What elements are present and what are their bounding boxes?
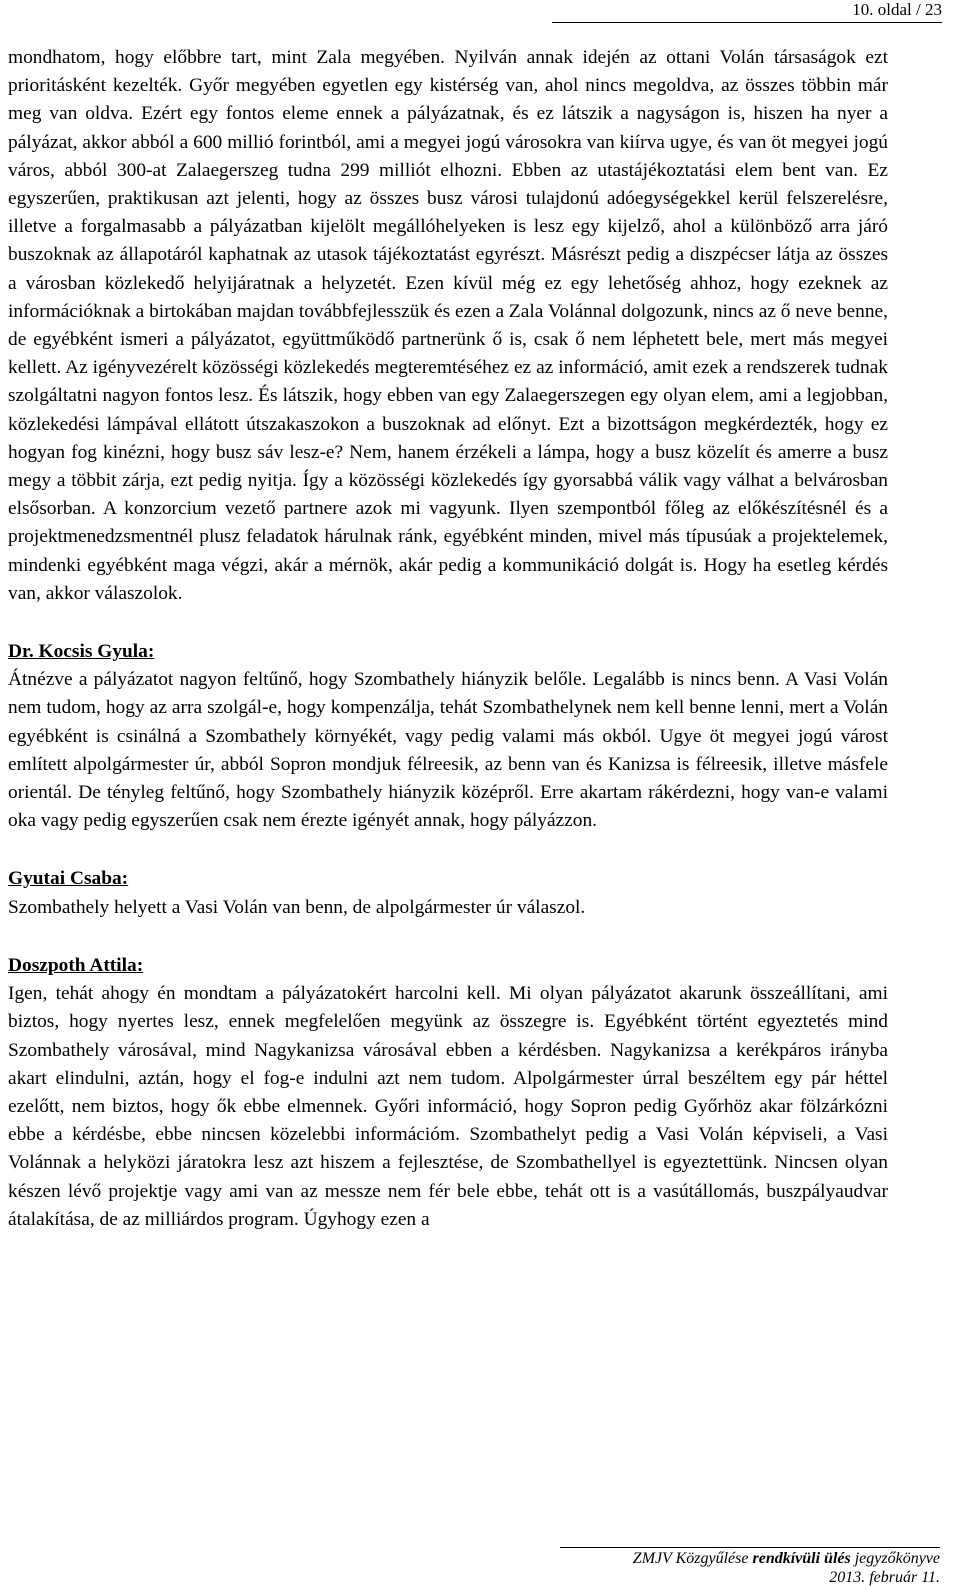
speaker-paragraph: Átnézve a pályázatot nagyon feltűnő, hogy Szombathely hiányzik belőle. Legalább is nincs benn. A Vasi Volán nem tudom, hogy az arra szolgál-e, hogy kompenzálja, tehát Szombathelynek nem kell benne lenni, mert a Volán egyébként is csinálná a Szombathely környékét, vagy pedig valami más okból. Ugye öt megyei jogú várost említett alpolgármester úr, abból Sopron mondjuk félreesik, az benn van és Kanizsa is félreesik, illetve másfele orientál. De tényleg feltűnő, hogy Szombathely hiányzik középről. Erre akartam rákérdezni, hogy van-e valami oka vagy pedig egyszerűen csak nem érezte igényét annak, hogy pályázzon. [8, 669, 888, 832]
document-body [8, 44, 888, 1234]
footer-title-bold: rendkívüli ülés [752, 1550, 851, 1567]
speaker-name: Gyutai Csaba: [8, 868, 129, 890]
speaker-paragraph: Szombathely helyett a Vasi Volán van benn, de alpolgármester úr válaszol. [8, 896, 586, 918]
footer-title: ZMJV Közgyűlése rendkívüli ülés jegyzőkönyve [632, 1550, 940, 1567]
footer-date: 2013. február 11. [829, 1569, 940, 1586]
speaker-paragraph: Igen, tehát ahogy én mondtam a pályázatokért harcolni kell. Mi olyan pályázatot akarunk összeállítani, ami biztos, hogy nyertes lesz, ennek megfelelően megyünk az összegre is. Egyébként történt egyeztetés mind Szombathely városával, mind Nagykanizsa városával ebben a kérdésben. Nagykanizsa a kerékpáros irányba akart elindulni, aztán, hogy el fog-e indulni azt nem tudom. Alpolgármester úrral beszéltem egy pár héttel ezelőtt, nem biztos, hogy ők ebbe elmennek. Győri információ, hogy Sopron pedig Győrhöz akar fölzárkózni ebbe a kérdésbe, ebbe nincsen közelebbi információm. Szombathelyt pedig a Vasi Volán képviseli, a Vasi Volánnak a helyközi járatokra lesz azt hiszem a fejlesztése, de Szombathellyel is egyeztettünk. Nincsen olyan készen lévő projektje vagy ami van az messze nem fér bele ebbe, tehát ott is a vasútállomás, buszpályaudvar átalakítása, de az milliárdos program. Úgyhogy ezen a [8, 983, 888, 1230]
paragraph-continuation: mondhatom, hogy előbbre tart, mint Zala megyében. Nyilván annak idején az ottani Volán társaságok ezt prioritásként kezelték. Győr megyében egyetlen egy kistérség van, ahol nincs megoldva, az összes többin már meg van oldva. Ezért egy fontos eleme ennek a pályázatnak, és ez látszik a nagyságon is, hiszen ha nyer a pályázat, akkor abból a 600 millió forintból, ami a megyei jogú városokra van kiírva ugye, és van öt megyei jogú város, abból 300-at Zalaegerszeg tudna 299 milliót elhozni. Ebben az utastájékoztatási elem bent van. Ez egyszerűen, praktikusan azt jelenti, hogy az összes busz városi tulajdonú adóegységekkel kerül felszerelésre, illetve a forgalmasabb a pályázatban kijelölt megállóhelyeken is lesz egy kijelző, ahol a különböző arra járó buszoknak az állapotáról kaphatnak az utasok tájékoztatást egyrészt. Másrészt pedig a diszpécser látja az összes a városban közlekedő helyijáratnak a helyzetét. Ezen kívül még ez egy lehetőség ahhoz, hogy ezeknek az információknak a birtokában majdan továbbfejlesszük és ezen a Zala Volánnal dolgozunk, nincs az ő neve benne, de egyébként ismeri a pályázatot, együttműködő partnerünk ő is, csak ő nem léphetett bele, mert más megyei kellett. Az igényvezérelt közösségi közlekedés megteremtéséhez ez az információ, amit ezek a rendszerek tudnak szolgáltatni nagyon fontos lesz. És látszik, hogy ebben van egy Zalaegerszegen egy olyan elem, ami a legjobban, közlekedési lámpával ellátott útszakaszokon a buszoknak ad előnyt. Ezt a bizottságon megkérdezték, hogy ez hogyan fog kinézni, hogy busz sáv lesz-e? Nem, hanem érzékeli a lámpa, hogy a busz közelít és amerre a busz megy a többit zárja, ezt pedig nyitja. Így a közösségi közlekedés így gyorsabbá válik vagy válhat a belvárosban elsősorban. A konzorcium vezető partnere azok mi vagyunk. Ilyen szempontból főleg az előkészítésnél és a projektmenedzsmentnél plusz feladatok hárulnak ránk, egyébként minden, mivel más típusúak a projektelemek, mindenki egyébként maga végzi, akár a mérnök, akár pedig a kommunikáció dolgát is. Hogy ha esetleg kérdés van, akkor válaszolok. [8, 47, 888, 604]
page-footer [560, 1547, 940, 1587]
speaker-name: Doszpoth Attila: [8, 954, 144, 976]
speaker-name: Dr. Kocsis Gyula: [8, 641, 155, 663]
page-number: 10. oldal / 23 [852, 0, 942, 19]
page-header [552, 0, 942, 23]
